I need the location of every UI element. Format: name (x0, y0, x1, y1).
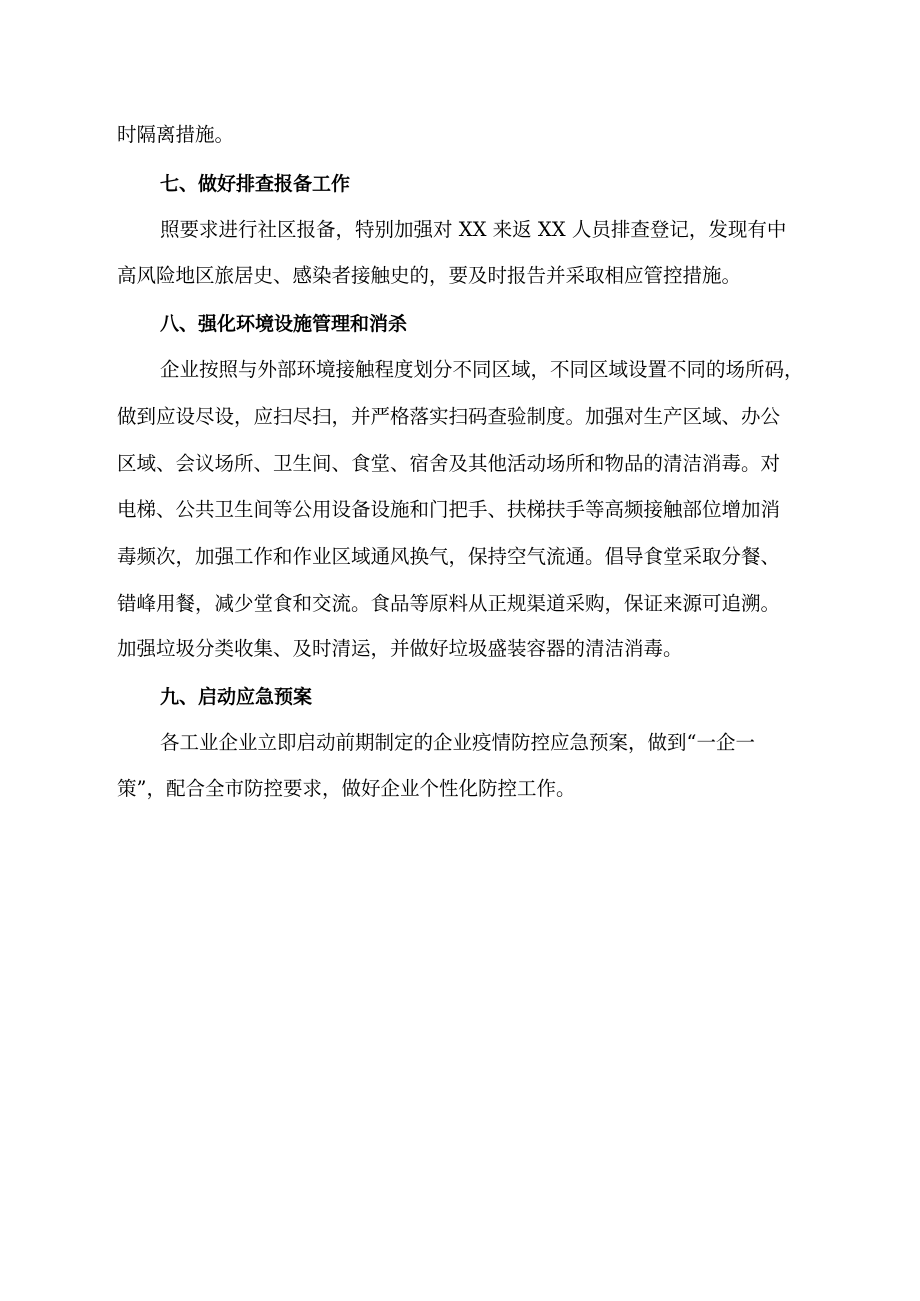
paragraph-line: 做到应设尽设，应扫尽扫，并严格落实扫码查验制度。加强对生产区域、办公 (117, 405, 781, 428)
section-heading: 八、强化环境设施管理和消杀 (160, 313, 408, 335)
paragraph-line: 企业按照与外部环境接触程度划分不同区域，不同区域设置不同的场所码， (160, 358, 804, 381)
section-heading: 七、做好排查报备工作 (160, 173, 351, 195)
paragraph-line: 电梯、公共卫生间等公用设备设施和门把手、扶梯扶手等高频接触部位增加消 (117, 498, 781, 521)
paragraph-line: 各工业企业立即启动前期制定的企业疫情防控应急预案，做到“一企一 (160, 731, 755, 754)
section-heading: 九、启动应急预案 (160, 686, 313, 708)
paragraph-line: 错峰用餐，减少堂食和交流。食品等原料从正规渠道采购，保证来源可追溯。 (117, 592, 781, 615)
paragraph-line: 照要求进行社区报备，特别加强对 XX 来返 XX 人员排查登记，发现有中 (160, 218, 787, 241)
paragraph-line: 加强垃圾分类收集、及时清运，并做好垃圾盛装容器的清洁消毒。 (117, 637, 683, 660)
paragraph-line: 时隔离措施。 (117, 123, 235, 146)
paragraph-line: 高风险地区旅居史、感染者接触史的，要及时报告并采取相应管控措施。 (117, 264, 742, 287)
paragraph-line: 区域、会议场所、卫生间、食堂、宿舍及其他活动场所和物品的清洁消毒。对 (117, 452, 781, 475)
paragraph-line: 策”，配合全市防控要求，做好企业个性化防控工作。 (117, 777, 576, 800)
paragraph-line: 毒频次，加强工作和作业区域通风换气，保持空气流通。倡导食堂采取分餐、 (117, 545, 781, 568)
